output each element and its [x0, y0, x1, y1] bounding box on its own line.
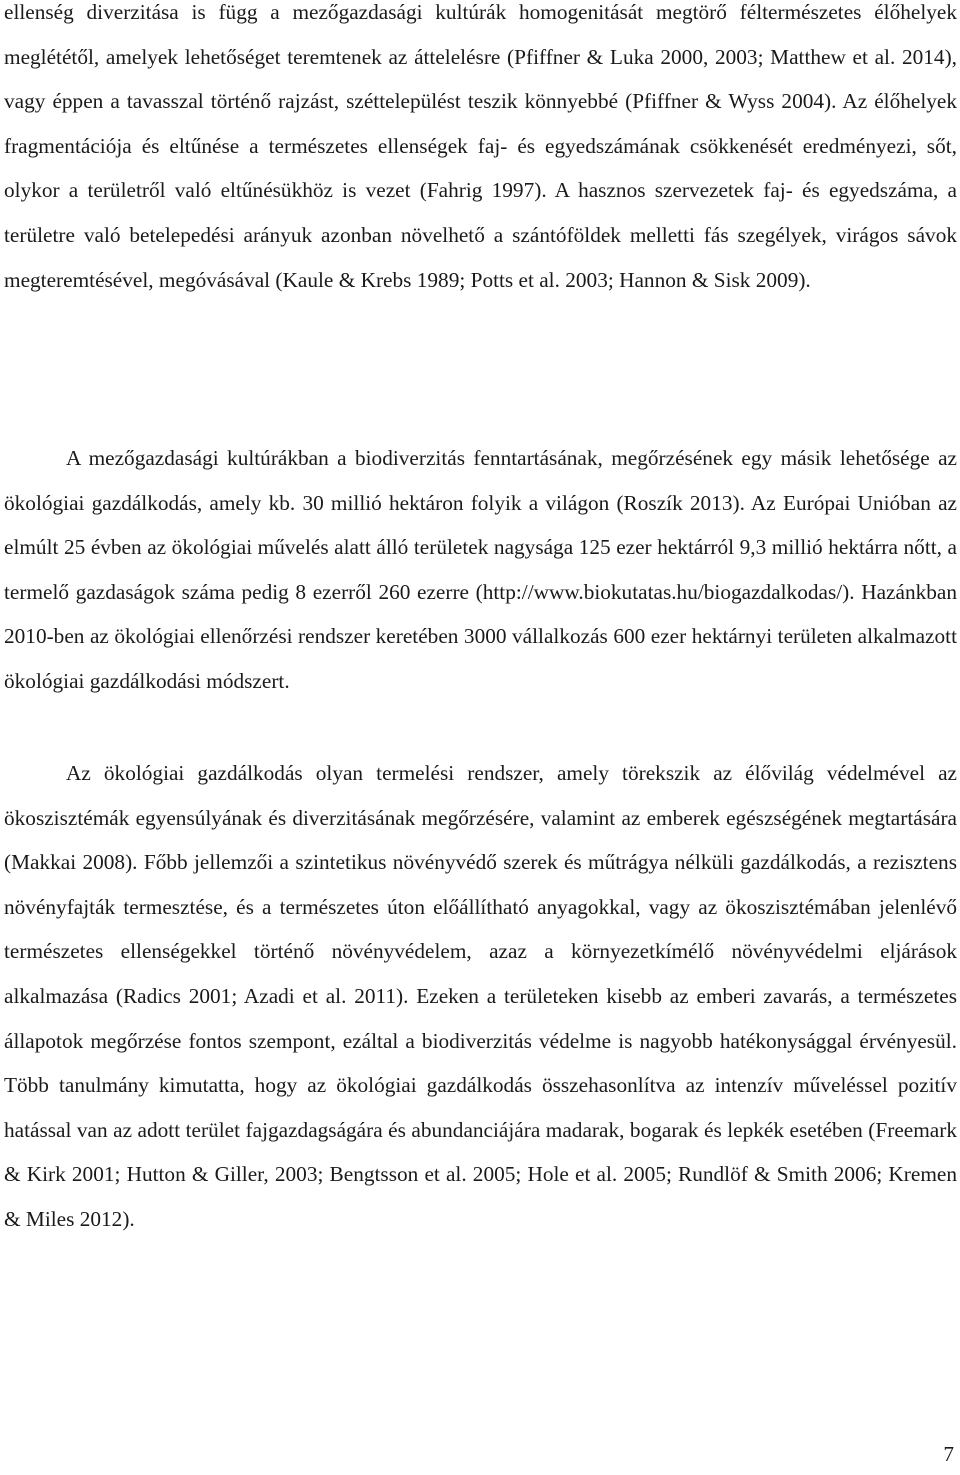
body-paragraph: ellenség diverzitása is függ a mezőgazdasági kultúrák homogenitását megtörő féltermészetes élőhelyek meglététől, amelyek lehetőséget teremtenek az áttelelésre (Pfiffner & Luka 2000, 2003; Matthew et al. 2014), vagy éppen a tavasszal történő rajzást, széttelepülést teszik könnyebbé (Pfiffner & Wyss 2004). Az élőhelyek fragmentációja és eltűnése a természetes ellenségek faj- és egyedszámának csökkenését eredményezi, sőt, olykor a területről való eltűnésükhöz is vezet (Fahrig 1997). A hasznos szervezetek faj- és egyedszáma, a területre való betelepedési arányuk azonban növelhető a szántóföldek melletti fás szegélyek, virágos sávok megteremtésével, megóvásával (Kaule & Krebs 1989; Potts et al. 2003; Hannon & Sisk 2009).	[4, 0, 957, 292]
page-number: 7	[943, 1442, 954, 1466]
body-paragraph: A mezőgazdasági kultúrákban a biodiverzitás fenntartásának, megőrzésének egy másik lehetősége az ökológiai gazdálkodás, amely kb. 30 millió hektáron folyik a világon (Roszík 2013). Az Európai Unióban az elmúlt 25 évben az ökológiai művelés alatt álló területek nagysága 125 ezer hektárról 9,3 millió hektárra nőtt, a termelő gazdaságok száma pedig 8 ezerről 260 ezerre (http://www.biokutatas.hu/biogazdalkodas/). Hazánkban 2010-ben az ökológiai ellenőrzési rendszer keretében 3000 vállalkozás 600 ezer hektárnyi területen alkalmazott ökológiai gazdálkodási módszert.	[4, 446, 957, 693]
body-paragraph: Az ökológiai gazdálkodás olyan termelési rendszer, amely törekszik az élővilág védelmével az ökoszisztémák egyensúlyának és diverzitásának megőrzésére, valamint az emberek egészségének megtartására (Makkai 2008). Főbb jellemzői a szintetikus növényvédő szerek és műtrágya nélküli gazdálkodás, a rezisztens növényfajták termesztése, és a természetes úton előállítható anyagokkal, vagy az ökoszisztémában jelenlévő természetes ellenségekkel történő növényvédelem, azaz a környezetkímélő növényvédelmi eljárások alkalmazása (Radics 2001; Azadi et al. 2011). Ezeken a területeken kisebb az emberi zavarás, a természetes állapotok megőrzése fontos szempont, ezáltal a biodiverzitás védelme is nagyobb hatékonysággal érvényesül. Több tanulmány kimutatta, hogy az ökológiai gazdálkodás összehasonlítva az intenzív műveléssel pozitív hatással van az adott terület fajgazdagságára és abundanciájára madarak, bogarak és lepkék esetében (Freemark & Kirk 2001; Hutton & Giller, 2003; Bengtsson et al. 2005; Hole et al. 2005; Rundlöf & Smith 2006; Kremen & Miles 2012).	[4, 761, 957, 1231]
